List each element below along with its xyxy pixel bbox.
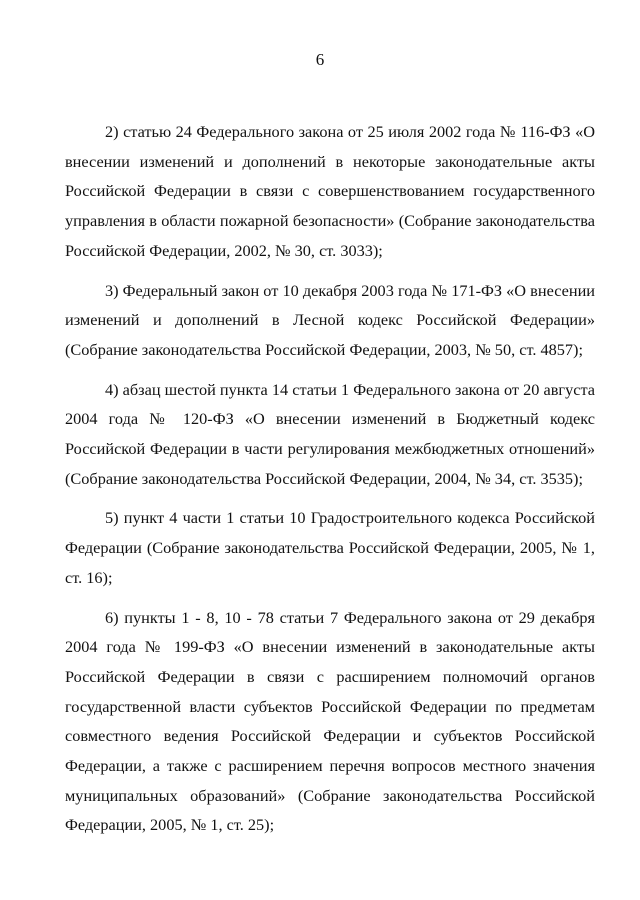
paragraph-item-2: 2) статью 24 Федерального закона от 25 июля 2002 года № 116-ФЗ «О внесении изменений и дополнений в некоторые законодательные акты Российской Федерации в связи с совершенствованием государственного управления в области пожарной безопасности» (Собрание законодательства Российской Федерации, 2002, № 30, ст. 3033); bbox=[65, 122, 595, 260]
page-number: 6 bbox=[315, 50, 325, 69]
document-body bbox=[65, 117, 595, 850]
paragraph-item-5: 5) пункт 4 части 1 статьи 10 Градостроительного кодекса Российской Федерации (Собрание законодательства Российской Федерации, 2005, № 1, ст. 16); bbox=[65, 508, 595, 587]
paragraph-item-4: 4) абзац шестой пункта 14 статьи 1 Федерального закона от 20 августа 2004 года № 120-ФЗ «О внесении изменений в Бюджетный кодекс Российской Федерации в части регулирования межбюджетных отношений» (Собрание законодательства Российской Федерации, 2004, № 34, ст. 3535); bbox=[65, 379, 595, 488]
paragraph-item-3: 3) Федеральный закон от 10 декабря 2003 года № 171-ФЗ «О внесении изменений и дополнений в Лесной кодекс Российской Федерации» (Собрание законодательства Российской Федерации, 2003, № 50, ст. 4857); bbox=[65, 280, 595, 359]
paragraph-item-6: 6) пункты 1 - 8, 10 - 78 статьи 7 Федерального закона от 29 декабря 2004 года № 199-ФЗ «О внесении изменений в законодательные акты Российской Федерации в связи с расширением полномочий органов государственной власти субъектов Российской Федерации по предметам совместного ведения Российской Федерации и субъектов Российской Федерации, а также с расширением перечня вопросов местного значения муниципальных образований» (Собрание законодательства Российской Федерации, 2005, № 1, ст. 25); bbox=[65, 607, 595, 835]
